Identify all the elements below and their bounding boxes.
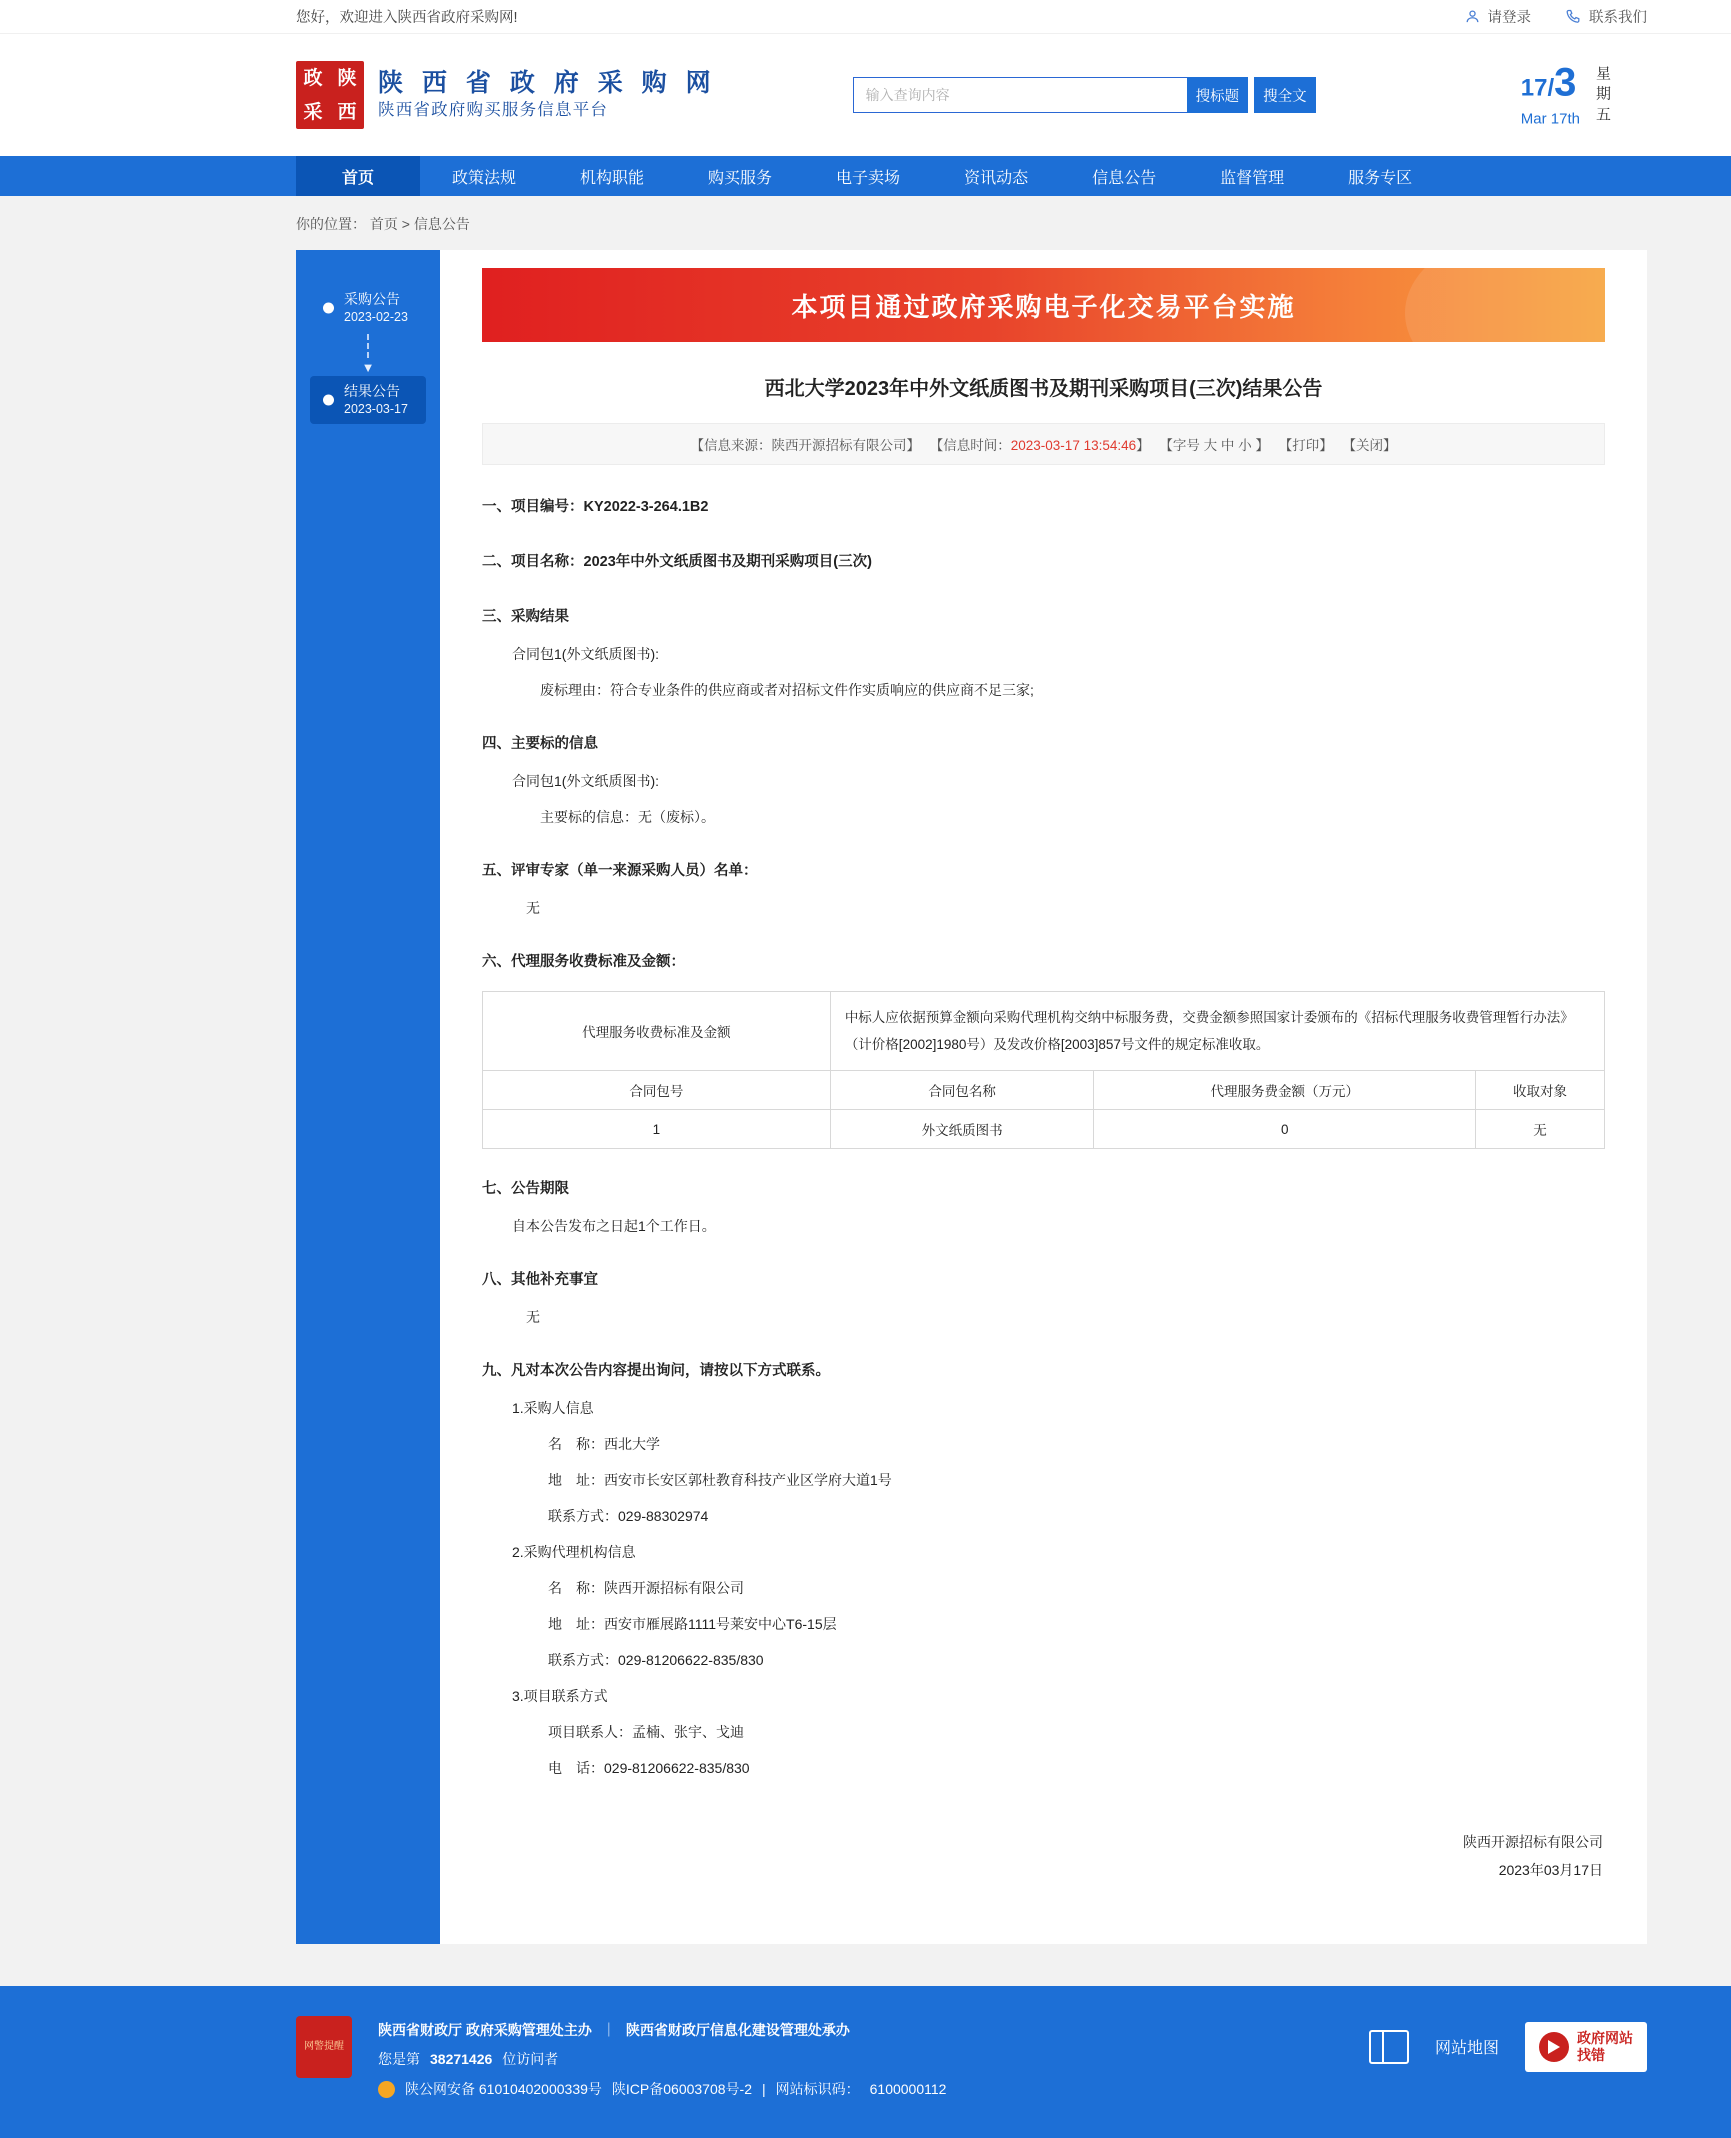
section-fee-heading: 六、代理服务收费标准及金额：: [482, 954, 685, 970]
fee-standard-desc: 中标人应依据预算金额向采购代理机构交纳中标服务费，交费金额参照国家计委颁布的《招标代理服务收费管理暂行办法》（计价格[2002]1980号）及发改价格[2003]857号文件的规定标准收取。: [830, 992, 1604, 1071]
sidebar-item-title: 结果公告: [344, 382, 400, 399]
notice-period-value: 自本公告发布之日起1个工作日。: [512, 1218, 716, 1234]
section-contact-heading: 九、凡对本次公告内容提出询问，请按以下方式联系。: [482, 1363, 830, 1379]
gov-line-2: 找错: [1577, 2046, 1605, 2063]
breadcrumb-prefix: 你的位置：: [296, 216, 366, 232]
buyer-tel-label: 联系方式：: [548, 1508, 618, 1524]
nav-item-service-zone[interactable]: 服务专区: [1348, 169, 1413, 187]
meta-fontsize-end: 】: [1255, 438, 1269, 453]
sidebar-item-date: 2023-02-23: [344, 309, 408, 324]
document-meta: [482, 423, 1605, 465]
section-project-number: [482, 493, 1605, 522]
fee-header-amount: 代理服务费金额（万元）: [1094, 1071, 1475, 1110]
section-heading: 一、项目编号：: [482, 499, 584, 515]
project-number-value: KY2022-3-264.1B2: [583, 499, 709, 515]
signature-date: 2023年03月17日: [1498, 1862, 1603, 1878]
page-body: [0, 250, 1731, 1944]
megaphone-icon: [1539, 2032, 1569, 2062]
site-id: 6100000112: [869, 2080, 947, 2097]
section-result-heading: 三、采购结果: [482, 609, 569, 625]
breadcrumb-sep: >: [401, 216, 410, 232]
project-tel: 029-81206622-835/830: [604, 1760, 750, 1776]
project-tel-label: 电 话：: [548, 1760, 604, 1776]
login-label: 请登录: [1487, 10, 1531, 26]
visit-prefix: 您是第: [378, 2051, 420, 2068]
other-value: 无: [526, 1309, 540, 1325]
buyer-address-row: [482, 1466, 1605, 1494]
site-footer: [0, 1986, 1731, 2138]
logo-subtitle: 陕西省政府购买服务信息平台: [378, 101, 609, 120]
nav-item-news[interactable]: 资讯动态: [964, 169, 1029, 187]
legal-sep: |: [761, 2080, 766, 2097]
agent-tel: 029-81206622-835/830: [618, 1652, 764, 1668]
agent-name: 陕西开源招标有限公司: [604, 1580, 744, 1596]
nav-item-supervision[interactable]: 监督管理: [1220, 169, 1285, 187]
agent-name-label: 名 称：: [548, 1580, 604, 1596]
document-content: [440, 250, 1647, 1944]
meta-time-end: 】: [1136, 438, 1150, 453]
fee-header-package-name: 合同包名称: [830, 1071, 1094, 1110]
user-icon: [1464, 8, 1481, 25]
seal-text: 网警提醒: [304, 2041, 344, 2052]
search-input[interactable]: [853, 77, 1187, 113]
table-row: [483, 1110, 1605, 1149]
visit-suffix: 位访问者: [502, 2051, 559, 2068]
agent-title: 2.采购代理机构信息: [512, 1544, 636, 1560]
agent-address-row: [482, 1610, 1605, 1638]
logo-badge-icon: [296, 61, 364, 129]
footer-org-sep: ｜: [601, 2022, 616, 2038]
result-reason: 废标理由：符合专业条件的供应商或者对招标文件作实质响应的供应商不足三家;: [540, 682, 1034, 698]
meta-source: 陕西开源招标有限公司: [771, 438, 907, 453]
target-info: 主要标的信息：无（废标）。: [540, 809, 715, 825]
agent-tel-row: [482, 1646, 1605, 1674]
sidebar-item-purchase-notice[interactable]: [310, 284, 440, 332]
date-day: 17: [1520, 74, 1548, 102]
nav-item-emarket[interactable]: 电子卖场: [836, 169, 901, 187]
fee-header-payer: 收取对象: [1475, 1071, 1604, 1110]
phone-icon: [1565, 8, 1582, 25]
meta-source-label: 【信息来源：: [690, 438, 772, 453]
signature-company: 陕西开源招标有限公司: [1463, 1834, 1603, 1850]
section-project-name: [482, 548, 1605, 577]
icp-record[interactable]: 陕ICP备06003708号-2: [611, 2080, 752, 2097]
fee-table: [482, 991, 1605, 1149]
breadcrumb-home[interactable]: 首页: [369, 216, 398, 232]
fee-standard-label: 代理服务收费标准及金额: [483, 992, 831, 1071]
agent-tel-label: 联系方式：: [548, 1652, 618, 1668]
section-experts-heading: 五、评审专家（单一来源采购人员）名单：: [482, 863, 758, 879]
agent-name-row: [482, 1574, 1605, 1602]
font-medium-button[interactable]: 中: [1220, 438, 1235, 453]
fee-header-package-no: 合同包号: [483, 1071, 831, 1110]
signature-block: [482, 1828, 1605, 1884]
date-weekday: 星 期 五: [1595, 65, 1611, 124]
nav-item-functions[interactable]: 机构职能: [580, 169, 645, 187]
top-bar: [0, 0, 1731, 34]
contact-label: 联系我们: [1589, 10, 1647, 26]
site-header: [0, 34, 1731, 156]
timeline-dot-icon: [323, 395, 334, 406]
project-tel-row: [482, 1754, 1605, 1782]
project-person: 孟楠、张宇、戈迪: [632, 1724, 744, 1740]
buyer-address: 西安市长安区郭杜教育科技产业区学府大道1号: [604, 1472, 892, 1488]
meta-source-end: 】: [906, 438, 920, 453]
footer-org-a: 陕西省财政厅 政府采购管理处主办: [378, 2022, 592, 2038]
buyer-title: 1.采购人信息: [512, 1400, 594, 1416]
timeline-connector-icon: ▼: [296, 332, 440, 376]
welcome-text: 您好，欢迎进入陕西省政府采购网!: [296, 10, 518, 26]
nav-item-policy[interactable]: 政策法规: [452, 169, 517, 187]
gov-feedback-button[interactable]: [1525, 2022, 1647, 2072]
platform-banner: 本项目通过政府采购电子化交易平台实施: [482, 268, 1605, 342]
date-slash: /: [1547, 74, 1555, 102]
date-number: [1520, 60, 1580, 105]
search-bar: [853, 77, 1316, 113]
meta-fontsize-label: 【字号: [1159, 438, 1200, 453]
fee-cell-payer: 无: [1475, 1110, 1604, 1149]
date-widget: [1520, 60, 1611, 128]
agent-address-label: 地 址：: [548, 1616, 604, 1632]
footer-visit-line: [378, 2045, 946, 2074]
nav-item-home[interactable]: 首页: [296, 156, 420, 196]
nav-item-purchase-service[interactable]: 购买服务: [708, 169, 773, 187]
police-seal-icon: [296, 2016, 352, 2078]
nav-item-announcements[interactable]: 信息公告: [1092, 169, 1157, 187]
target-package: 合同包1(外文纸质图书):: [512, 773, 659, 789]
section-target-heading: 四、主要标的信息: [482, 736, 598, 752]
experts-value: 无: [526, 900, 540, 916]
breadcrumb-current[interactable]: 信息公告: [413, 216, 470, 232]
login-link[interactable]: [1464, 6, 1532, 27]
agent-address: 西安市雁展路1111号莱安中心T6-15层: [604, 1616, 837, 1632]
fee-cell-amount: 0: [1094, 1110, 1475, 1149]
close-button[interactable]: 【关闭】: [1342, 438, 1397, 453]
footer-legal-line: [378, 2075, 946, 2104]
police-record[interactable]: 陕公网安备 61010402000339号: [405, 2080, 602, 2097]
buyer-tel: 029-88302974: [618, 1508, 709, 1524]
date-month: 3: [1554, 60, 1577, 105]
sitemap-label[interactable]: 网站地图: [1434, 2040, 1499, 2058]
sitemap-icon[interactable]: [1369, 2030, 1409, 2064]
visit-count: 38271426: [430, 2051, 493, 2068]
font-small-button[interactable]: 小: [1238, 438, 1252, 453]
buyer-name-row: [482, 1430, 1605, 1458]
logo-char-3: 采: [303, 100, 323, 123]
sidebar-timeline: [296, 250, 440, 1944]
print-button[interactable]: 【打印】: [1278, 438, 1333, 453]
font-large-button[interactable]: 大: [1203, 438, 1218, 453]
meta-time-label: 【信息时间：: [929, 438, 1011, 453]
sidebar-item-date: 2023-03-17: [344, 401, 408, 416]
gov-line-1: 政府网站: [1577, 2030, 1633, 2046]
search-title-button[interactable]: 搜标题: [1187, 77, 1249, 113]
sidebar-item-title: 采购公告: [344, 290, 400, 307]
timeline-dot-icon: [323, 303, 334, 314]
result-package: 合同包1(外文纸质图书):: [512, 646, 659, 662]
meta-time: 2023-03-17 13:54:46: [1010, 438, 1137, 453]
project-person-label: 项目联系人：: [548, 1724, 632, 1740]
date-english: Mar 17th: [1520, 110, 1580, 128]
logo-char-2: 陕: [337, 66, 357, 89]
fee-cell-package-no: 1: [483, 1110, 831, 1149]
logo-char-4: 西: [337, 100, 357, 123]
search-fulltext-button[interactable]: 搜全文: [1254, 77, 1316, 113]
section-other-heading: 八、其他补充事宜: [482, 1272, 598, 1288]
police-badge-icon: [378, 2081, 395, 2098]
buyer-tel-row: [482, 1502, 1605, 1530]
main-nav: [0, 156, 1731, 196]
site-logo[interactable]: [296, 61, 717, 129]
section-heading: 二、项目名称：: [482, 554, 584, 570]
fee-cell-package-name: 外文纸质图书: [830, 1110, 1094, 1149]
project-name-value: 2023年中外文纸质图书及期刊采购项目(三次): [583, 554, 872, 570]
section-notice-period-heading: 七、公告期限: [482, 1181, 569, 1197]
footer-org-line: [378, 2016, 946, 2045]
page-title: 西北大学2023年中外文纸质图书及期刊采购项目(三次)结果公告: [764, 378, 1323, 400]
buyer-name: 西北大学: [604, 1436, 660, 1452]
project-person-row: [482, 1718, 1605, 1746]
contact-link[interactable]: [1565, 6, 1647, 27]
buyer-name-label: 名 称：: [548, 1436, 604, 1452]
footer-org-b: 陕西省财政厅信息化建设管理处承办: [625, 2022, 850, 2038]
breadcrumb: [0, 196, 1731, 250]
buyer-address-label: 地 址：: [548, 1472, 604, 1488]
sidebar-item-result-notice[interactable]: [310, 376, 426, 424]
site-id-label: 网站标识码：: [775, 2080, 860, 2097]
logo-title: 陕 西 省 政 府 采 购 网: [378, 69, 717, 98]
project-contact-title: 3.项目联系方式: [512, 1688, 608, 1704]
logo-char-1: 政: [303, 66, 323, 89]
